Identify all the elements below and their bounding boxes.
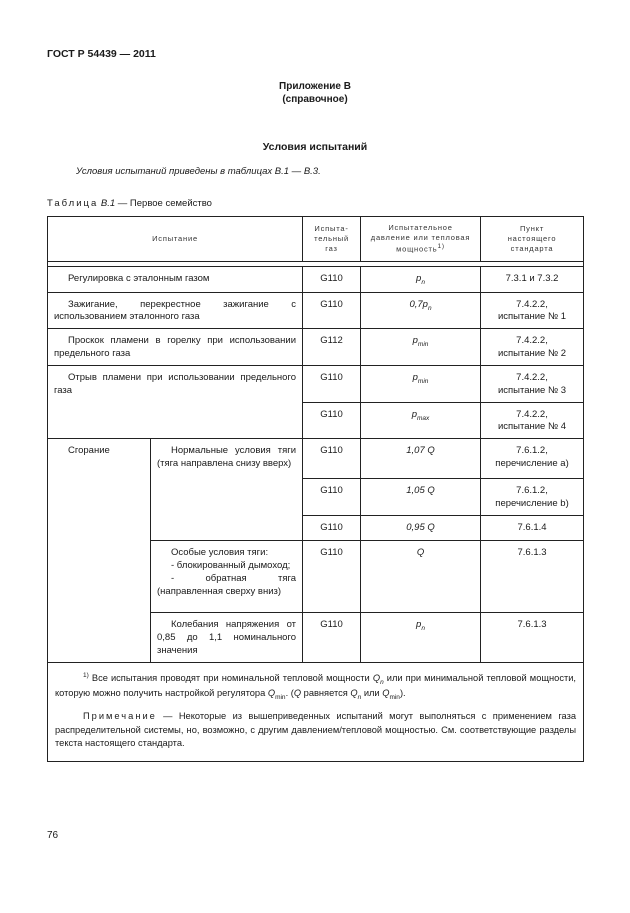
row-test: Проскок пламени в горелку при использовании предельного газа [54, 335, 297, 360]
header-clause: Пункт настоящего стандарта [481, 217, 584, 262]
table-footnote: $^{1)}$ Все испытания проводят при номинальной тепловой мощности $Q_n$ или при минимальной тепловой мощности, которую можно получить настройкой регулятора $Q_{min}$. (Q равняется $Q_n$ или $Q_{min}$). [55, 671, 577, 701]
table-row [48, 292, 584, 329]
row-pressure: $p_n$ [416, 619, 425, 633]
annex-type: (справочное) [282, 94, 348, 105]
row-pressure: 1,07 Q [406, 445, 435, 457]
table-note: Примечание — Некоторые из вышеприведенных испытаний могут выполняться с применением газа распределительной системы, но, возможно, с другим давлением/тепловой мощностью. См. соответствующие разделы текста настоящего стандарта. [55, 711, 577, 749]
table-header-row [48, 217, 584, 262]
row-clause: 7.6.1.2, перечисление b) [495, 485, 569, 509]
row-subtest: Колебания напряжения от 0,85 до 1,1 номинального значения [157, 619, 297, 656]
row-pressure: Q [416, 547, 425, 559]
row-gas: G110 [320, 273, 343, 284]
row-gas: G110 [320, 298, 343, 310]
standard-code: ГОСТ Р 54439 — 2011 [47, 48, 156, 60]
page-number: 76 [47, 830, 59, 841]
table-row [48, 329, 584, 366]
row-pressure: $p_{max}$ [411, 408, 430, 422]
row-pressure: $p_n$ [416, 273, 425, 286]
table-row [48, 439, 584, 479]
table-row [48, 267, 584, 293]
row-pressure: $p_{min}$ [412, 335, 429, 349]
row-test: Регулировка с эталонным газом [68, 273, 210, 284]
row-pressure: $0,7p_n$ [409, 298, 432, 312]
table-caption-prefix: Таблица [47, 198, 99, 209]
row-gas: G112 [320, 335, 343, 347]
table-caption [47, 198, 212, 209]
table-caption-rest: — Первое семейство [115, 198, 212, 209]
row-clause: 7.3.1 и 7.3.2 [505, 273, 559, 284]
row-gas: G110 [320, 485, 343, 497]
row-clause: 7.6.1.4 [517, 522, 547, 534]
row-clause: 7.6.1.3 [517, 547, 547, 559]
table-row [48, 365, 584, 402]
section-title: Условия испытаний [262, 141, 368, 153]
annex-title: Приложение B [279, 81, 351, 92]
row-pressure: 1,05 Q [406, 485, 435, 497]
table-caption-ref: В.1 [100, 198, 116, 209]
header-gas: Испыта- тельный газ [303, 217, 361, 262]
row-test: Зажигание, перекрестное зажигание с использованием эталонного газа [54, 298, 297, 323]
row-gas: G110 [320, 522, 343, 534]
row-test: Отрыв пламени при использовании предельного газа [54, 371, 297, 396]
tests-table [47, 216, 584, 762]
row-pressure: $p_{min}$ [412, 371, 429, 385]
row-gas: G110 [320, 408, 343, 420]
row-gas: G110 [320, 371, 343, 383]
row-gas: G110 [320, 445, 343, 457]
row-clause: 7.4.2.2, испытание № 3 [497, 371, 567, 396]
header-pressure: Испытательное давление или тепловая мощность$^{1)}$ [361, 217, 481, 262]
intro-text: Условия испытаний приведены в таблицах В.1 — В.3. [76, 166, 321, 177]
row-test: Сгорание [68, 445, 110, 457]
table-footer-row [48, 662, 584, 761]
row-gas: G110 [320, 619, 343, 631]
header-test: Испытание [48, 217, 303, 262]
row-clause: 7.6.1.3 [517, 619, 547, 631]
row-subtest: Нормальные условия тяги (тяга направлена снизу вверх) [157, 445, 297, 469]
row-clause: 7.4.2.2, испытание № 2 [497, 335, 567, 360]
row-clause: 7.4.2.2, испытание № 1 [497, 298, 567, 323]
row-subtest: Особые условия тяги: - блокированный дымоход; - обратная тяга (направленная сверху вниз) [157, 547, 297, 597]
row-clause: 7.4.2.2, испытание № 4 [497, 408, 567, 433]
row-pressure: 0,95 Q [406, 522, 435, 534]
row-gas: G110 [320, 547, 343, 559]
row-clause: 7.6.1.2, перечисление a) [495, 445, 569, 469]
